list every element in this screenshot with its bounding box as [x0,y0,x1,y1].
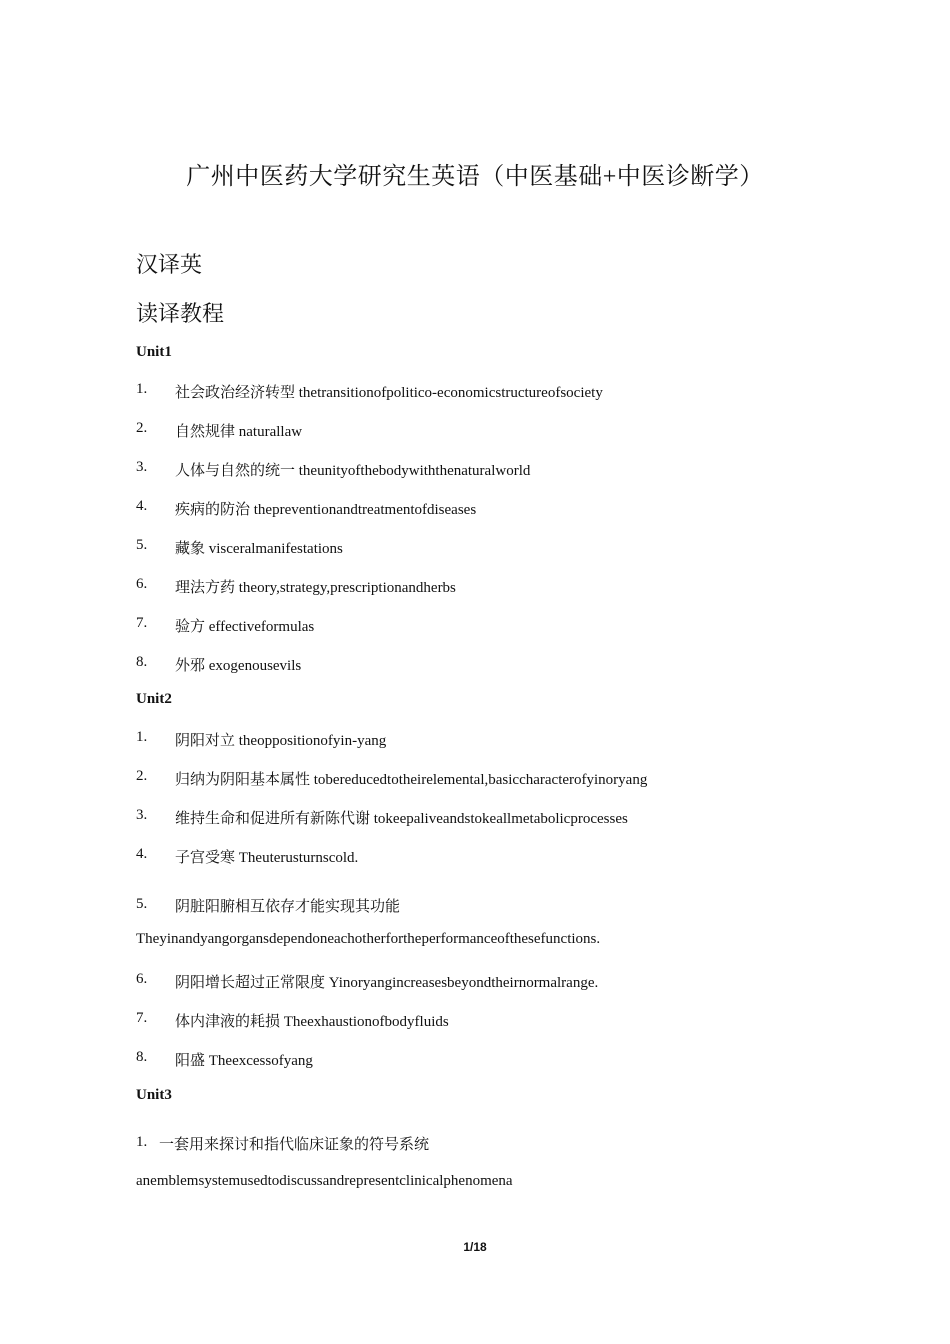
item-text: 体内津液的耗损 Theexhaustionofbodyfluids [175,1014,449,1030]
item-number: 4. [136,498,148,514]
item-text: 一套用来探讨和指代临床证象的符号系统 [159,1137,430,1153]
item-continuation: Theyinandyangorgansdependoneachotherfortheperformanceofthesefunctions. [136,931,601,947]
item-number: 1. [136,729,148,745]
item-text: 藏象 visceralmanifestations [175,541,343,557]
item-number: 8. [136,1049,148,1065]
item-number: 7. [136,1010,148,1026]
item-number: 4. [136,846,148,862]
item-number: 2. [136,768,148,784]
item-number: 5. [136,537,148,553]
item-text: 自然规律 naturallaw [175,424,303,440]
item-text: 疾病的防治 thepreventionandtreatmentofdiseases [175,502,477,518]
item-number: 8. [136,654,148,670]
document-title: 广州中医药大学研究生英语（中医基础+中医诊断学） [186,164,764,190]
item-number: 5. [136,896,148,912]
item-text: 理法方药 theory,strategy,prescriptionandherbs [175,580,456,596]
item-text: 归纳为阴阳基本属性 tobereducedtotheirelemental,basiccharacterofyinoryang [175,772,648,788]
item-number: 6. [136,971,148,987]
item-text: 人体与自然的统一 theunityofthebodywiththenaturalworld [175,463,531,479]
unit-heading: Unit1 [136,344,172,360]
item-text: 阴阳增长超过正常限度 Yinoryangincreasesbeyondtheirnormalrange. [175,975,599,991]
item-number: 7. [136,615,148,631]
unit-heading: Unit3 [136,1087,172,1103]
section-heading-tutorial: 读译教程 [136,301,225,326]
page-number: 1/18 [463,1240,487,1254]
item-text: 阳盛 Theexcessofyang [175,1053,313,1069]
item-number: 6. [136,576,148,592]
item-number: 1. [136,381,148,397]
section-heading-translation: 汉译英 [136,252,203,277]
item-number: 3. [136,807,148,823]
item-text: 阴阳对立 theoppositionofyin-yang [175,733,387,749]
item-text: 阴脏阳腑相互依存才能实现其功能 [175,899,401,915]
item-number: 1. [136,1134,148,1150]
item-number: 2. [136,420,148,436]
item-text: 社会政治经济转型 thetransitionofpolitico-economicstructureofsociety [175,385,603,401]
item-number: 3. [136,459,148,475]
item-text: 维持生命和促进所有新陈代谢 tokeepaliveandstokeallmetabolicprocesses [175,811,628,827]
item-text: 外邪 exogenousevils [175,658,302,674]
item-text: 子宫受寒 Theuterusturnscold. [175,850,359,866]
unit-heading: Unit2 [136,691,172,707]
item-text: 验方 effectiveformulas [175,619,315,635]
item-continuation: anemblemsystemusedtodiscussandrepresentclinicalphenomena [136,1173,513,1189]
